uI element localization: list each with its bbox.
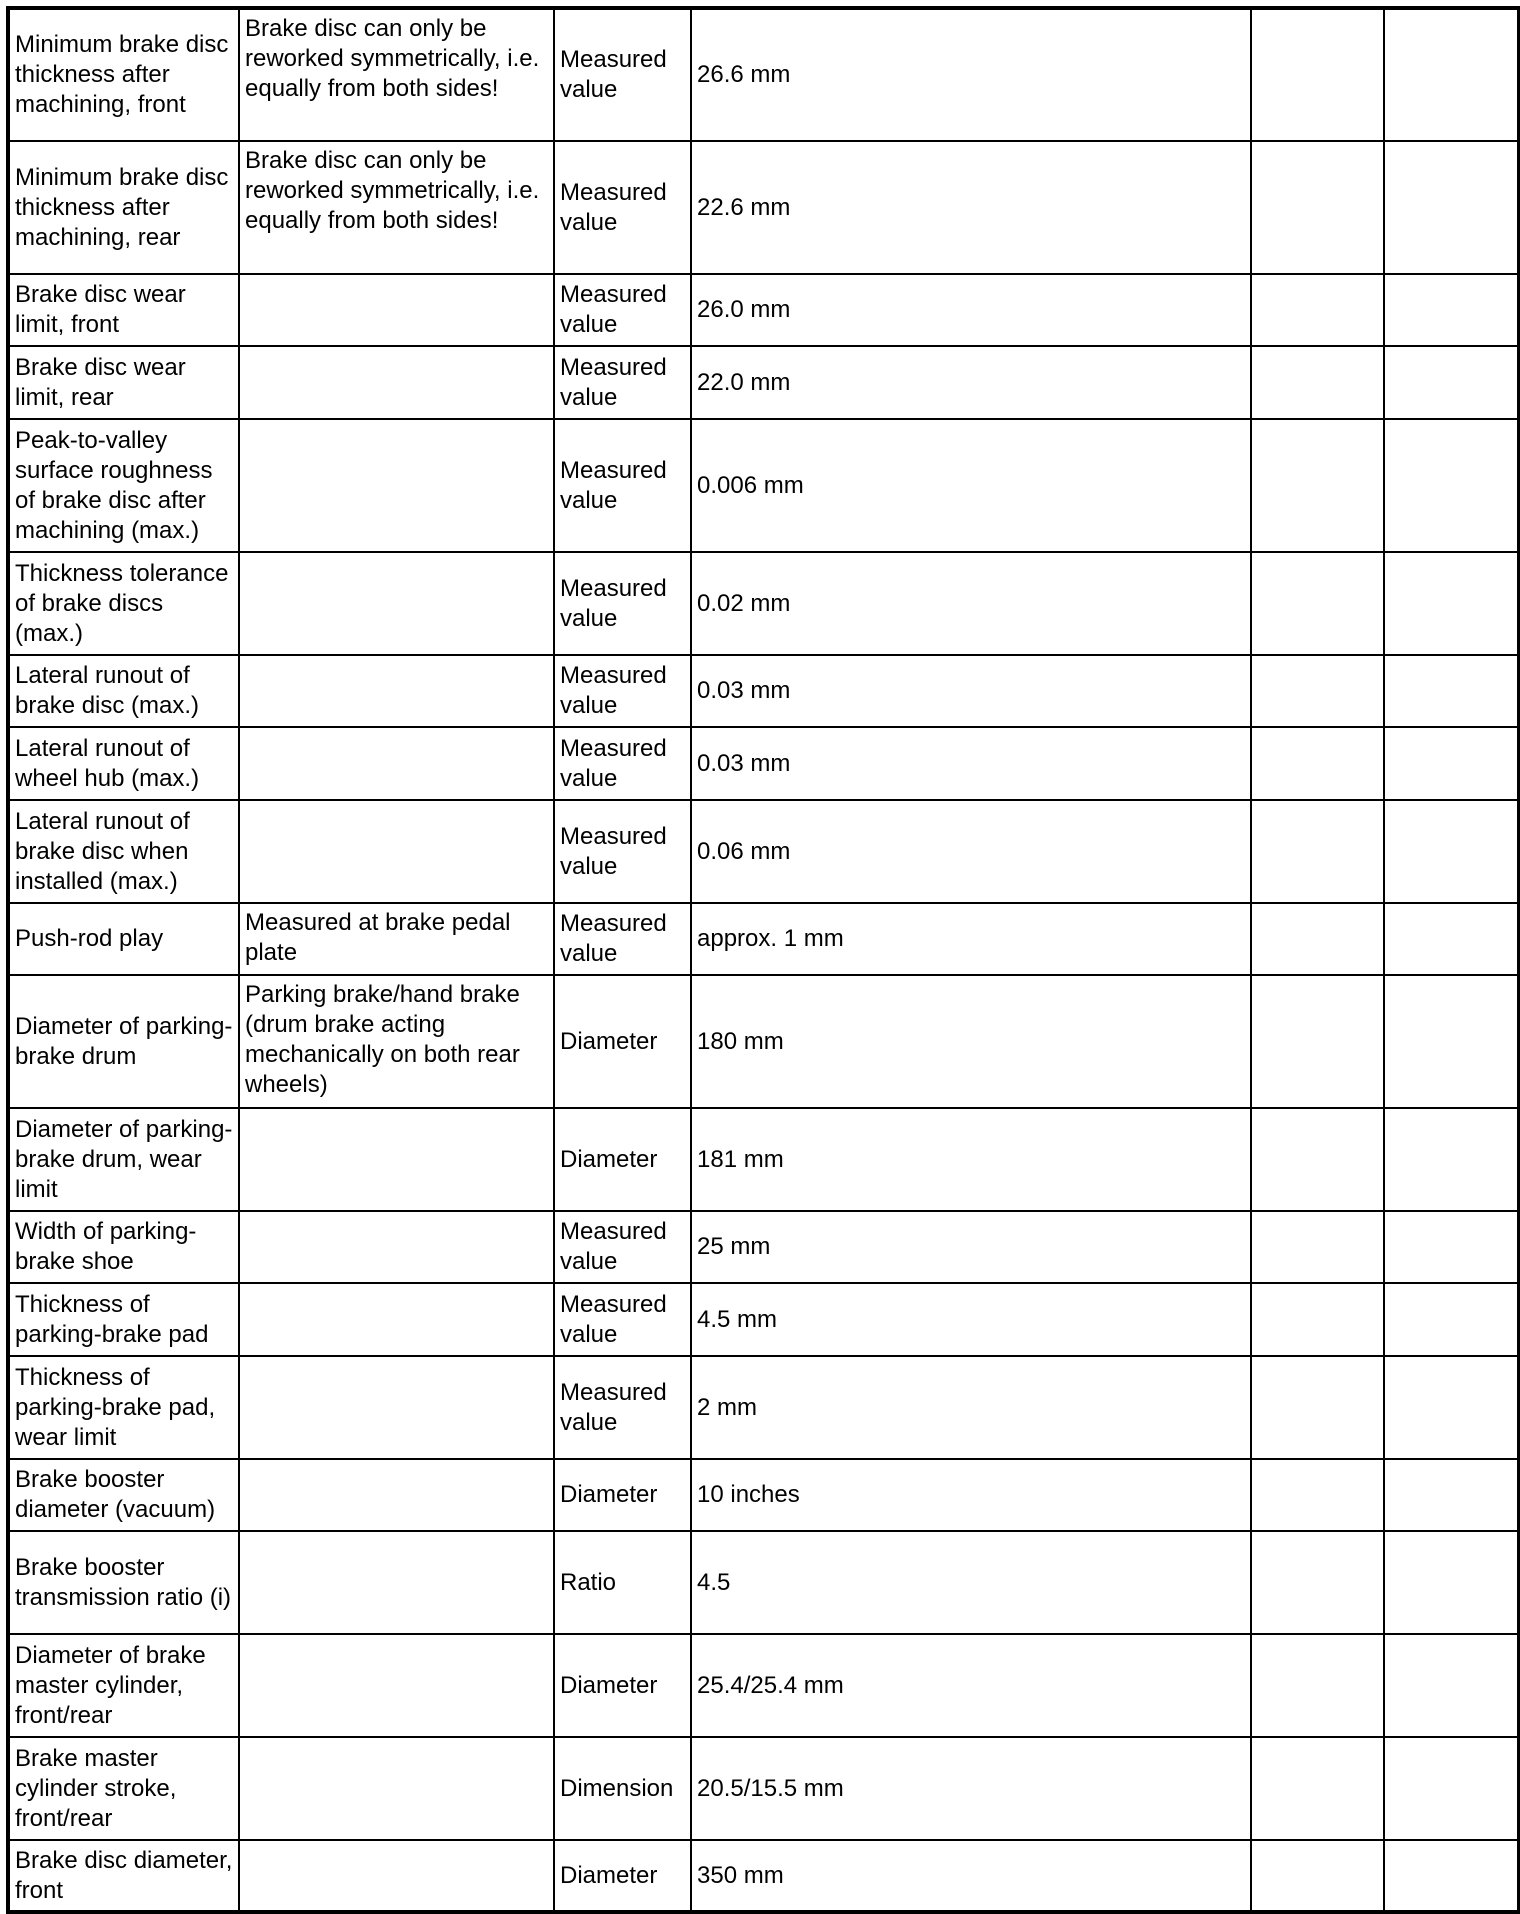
blank-cell-2 xyxy=(1384,903,1519,975)
measurement-type-cell: Measured value xyxy=(554,1356,691,1459)
measurement-type-cell: Diameter xyxy=(554,975,691,1108)
blank-cell-2 xyxy=(1384,141,1519,274)
measurement-type-cell: Measured value xyxy=(554,1211,691,1283)
measurement-type-cell: Measured value xyxy=(554,800,691,903)
measurement-type-cell: Measured value xyxy=(554,552,691,655)
parameter-cell: Width of parking-brake shoe xyxy=(8,1211,239,1283)
table-row xyxy=(8,975,1519,1108)
blank-cell-1 xyxy=(1251,1356,1384,1459)
table-row xyxy=(8,346,1519,419)
blank-cell-2 xyxy=(1384,1108,1519,1211)
parameter-cell: Thickness of parking-brake pad xyxy=(8,1283,239,1356)
value-cell: 0.06 mm xyxy=(691,800,1251,903)
blank-cell-1 xyxy=(1251,1634,1384,1737)
value-cell: 4.5 xyxy=(691,1531,1251,1634)
measurement-type-cell: Dimension xyxy=(554,1737,691,1840)
parameter-cell: Minimum brake disc thickness after machining, front xyxy=(8,8,239,141)
description-cell xyxy=(239,1634,554,1737)
blank-cell-1 xyxy=(1251,1737,1384,1840)
measurement-type-cell: Measured value xyxy=(554,141,691,274)
measurement-type-cell: Measured value xyxy=(554,419,691,552)
description-cell xyxy=(239,1211,554,1283)
description-cell xyxy=(239,800,554,903)
parameter-cell: Lateral runout of brake disc (max.) xyxy=(8,655,239,727)
blank-cell-1 xyxy=(1251,8,1384,141)
blank-cell-1 xyxy=(1251,419,1384,552)
description-cell xyxy=(239,346,554,419)
value-cell: 22.6 mm xyxy=(691,141,1251,274)
value-cell: 10 inches xyxy=(691,1459,1251,1531)
description-cell xyxy=(239,1531,554,1634)
table-row xyxy=(8,419,1519,552)
brake-spec-table xyxy=(6,6,1520,1914)
blank-cell-2 xyxy=(1384,1737,1519,1840)
value-cell: 22.0 mm xyxy=(691,346,1251,419)
description-cell: Parking brake/hand brake (drum brake acting mechanically on both rear wheels) xyxy=(239,975,554,1108)
parameter-cell: Brake booster diameter (vacuum) xyxy=(8,1459,239,1531)
measurement-type-cell: Measured value xyxy=(554,8,691,141)
table-row xyxy=(8,1531,1519,1634)
blank-cell-2 xyxy=(1384,274,1519,346)
measurement-type-cell: Diameter xyxy=(554,1634,691,1737)
table-row xyxy=(8,274,1519,346)
value-cell: 181 mm xyxy=(691,1108,1251,1211)
description-cell xyxy=(239,727,554,800)
parameter-cell: Diameter of parking-brake drum xyxy=(8,975,239,1108)
value-cell: approx. 1 mm xyxy=(691,903,1251,975)
parameter-cell: Lateral runout of wheel hub (max.) xyxy=(8,727,239,800)
spec-table-body xyxy=(8,8,1519,1912)
table-row xyxy=(8,552,1519,655)
table-row xyxy=(8,141,1519,274)
table-row xyxy=(8,655,1519,727)
table-row xyxy=(8,8,1519,141)
blank-cell-2 xyxy=(1384,552,1519,655)
blank-cell-2 xyxy=(1384,975,1519,1108)
blank-cell-2 xyxy=(1384,1459,1519,1531)
blank-cell-1 xyxy=(1251,1283,1384,1356)
parameter-cell: Brake disc diameter, front xyxy=(8,1840,239,1912)
parameter-cell: Diameter of brake master cylinder, front/rear xyxy=(8,1634,239,1737)
blank-cell-1 xyxy=(1251,1840,1384,1912)
value-cell: 26.6 mm xyxy=(691,8,1251,141)
description-cell xyxy=(239,552,554,655)
blank-cell-2 xyxy=(1384,8,1519,141)
parameter-cell: Brake disc wear limit, rear xyxy=(8,346,239,419)
blank-cell-2 xyxy=(1384,1356,1519,1459)
blank-cell-1 xyxy=(1251,274,1384,346)
blank-cell-1 xyxy=(1251,800,1384,903)
parameter-cell: Thickness tolerance of brake discs (max.) xyxy=(8,552,239,655)
value-cell: 2 mm xyxy=(691,1356,1251,1459)
table-row xyxy=(8,1211,1519,1283)
description-cell xyxy=(239,1737,554,1840)
description-cell xyxy=(239,1840,554,1912)
table-row xyxy=(8,1737,1519,1840)
description-cell xyxy=(239,1356,554,1459)
value-cell: 180 mm xyxy=(691,975,1251,1108)
blank-cell-2 xyxy=(1384,1283,1519,1356)
blank-cell-1 xyxy=(1251,1108,1384,1211)
blank-cell-2 xyxy=(1384,1634,1519,1737)
blank-cell-2 xyxy=(1384,1531,1519,1634)
table-row xyxy=(8,1108,1519,1211)
description-cell xyxy=(239,655,554,727)
parameter-cell: Brake disc wear limit, front xyxy=(8,274,239,346)
measurement-type-cell: Diameter xyxy=(554,1108,691,1211)
parameter-cell: Peak-to-valley surface roughness of brake disc after machining (max.) xyxy=(8,419,239,552)
description-cell xyxy=(239,1283,554,1356)
measurement-type-cell: Measured value xyxy=(554,346,691,419)
measurement-type-cell: Measured value xyxy=(554,655,691,727)
blank-cell-2 xyxy=(1384,655,1519,727)
measurement-type-cell: Diameter xyxy=(554,1459,691,1531)
table-row xyxy=(8,1634,1519,1737)
blank-cell-1 xyxy=(1251,975,1384,1108)
table-row xyxy=(8,1356,1519,1459)
value-cell: 20.5/15.5 mm xyxy=(691,1737,1251,1840)
table-row xyxy=(8,1283,1519,1356)
table-row xyxy=(8,903,1519,975)
blank-cell-1 xyxy=(1251,552,1384,655)
parameter-cell: Brake booster transmission ratio (i) xyxy=(8,1531,239,1634)
blank-cell-2 xyxy=(1384,1840,1519,1912)
blank-cell-1 xyxy=(1251,655,1384,727)
blank-cell-1 xyxy=(1251,903,1384,975)
blank-cell-1 xyxy=(1251,1531,1384,1634)
table-row xyxy=(8,727,1519,800)
measurement-type-cell: Measured value xyxy=(554,727,691,800)
value-cell: 26.0 mm xyxy=(691,274,1251,346)
description-cell xyxy=(239,1459,554,1531)
blank-cell-2 xyxy=(1384,419,1519,552)
blank-cell-1 xyxy=(1251,141,1384,274)
description-cell xyxy=(239,1108,554,1211)
parameter-cell: Push-rod play xyxy=(8,903,239,975)
measurement-type-cell: Ratio xyxy=(554,1531,691,1634)
value-cell: 0.03 mm xyxy=(691,727,1251,800)
description-cell xyxy=(239,274,554,346)
blank-cell-2 xyxy=(1384,346,1519,419)
value-cell: 0.02 mm xyxy=(691,552,1251,655)
description-cell: Brake disc can only be reworked symmetrically, i.e. equally from both sides! xyxy=(239,8,554,141)
blank-cell-2 xyxy=(1384,727,1519,800)
measurement-type-cell: Measured value xyxy=(554,903,691,975)
value-cell: 0.03 mm xyxy=(691,655,1251,727)
parameter-cell: Brake master cylinder stroke, front/rear xyxy=(8,1737,239,1840)
value-cell: 25.4/25.4 mm xyxy=(691,1634,1251,1737)
value-cell: 0.006 mm xyxy=(691,419,1251,552)
measurement-type-cell: Measured value xyxy=(554,1283,691,1356)
measurement-type-cell: Measured value xyxy=(554,274,691,346)
description-cell: Brake disc can only be reworked symmetrically, i.e. equally from both sides! xyxy=(239,141,554,274)
table-row xyxy=(8,1840,1519,1912)
value-cell: 25 mm xyxy=(691,1211,1251,1283)
value-cell: 4.5 mm xyxy=(691,1283,1251,1356)
blank-cell-1 xyxy=(1251,1459,1384,1531)
parameter-cell: Thickness of parking-brake pad, wear limit xyxy=(8,1356,239,1459)
description-cell: Measured at brake pedal plate xyxy=(239,903,554,975)
description-cell xyxy=(239,419,554,552)
measurement-type-cell: Diameter xyxy=(554,1840,691,1912)
value-cell: 350 mm xyxy=(691,1840,1251,1912)
parameter-cell: Lateral runout of brake disc when installed (max.) xyxy=(8,800,239,903)
blank-cell-2 xyxy=(1384,1211,1519,1283)
table-row xyxy=(8,800,1519,903)
parameter-cell: Diameter of parking-brake drum, wear limit xyxy=(8,1108,239,1211)
blank-cell-2 xyxy=(1384,800,1519,903)
blank-cell-1 xyxy=(1251,727,1384,800)
parameter-cell: Minimum brake disc thickness after machining, rear xyxy=(8,141,239,274)
blank-cell-1 xyxy=(1251,346,1384,419)
blank-cell-1 xyxy=(1251,1211,1384,1283)
table-row xyxy=(8,1459,1519,1531)
